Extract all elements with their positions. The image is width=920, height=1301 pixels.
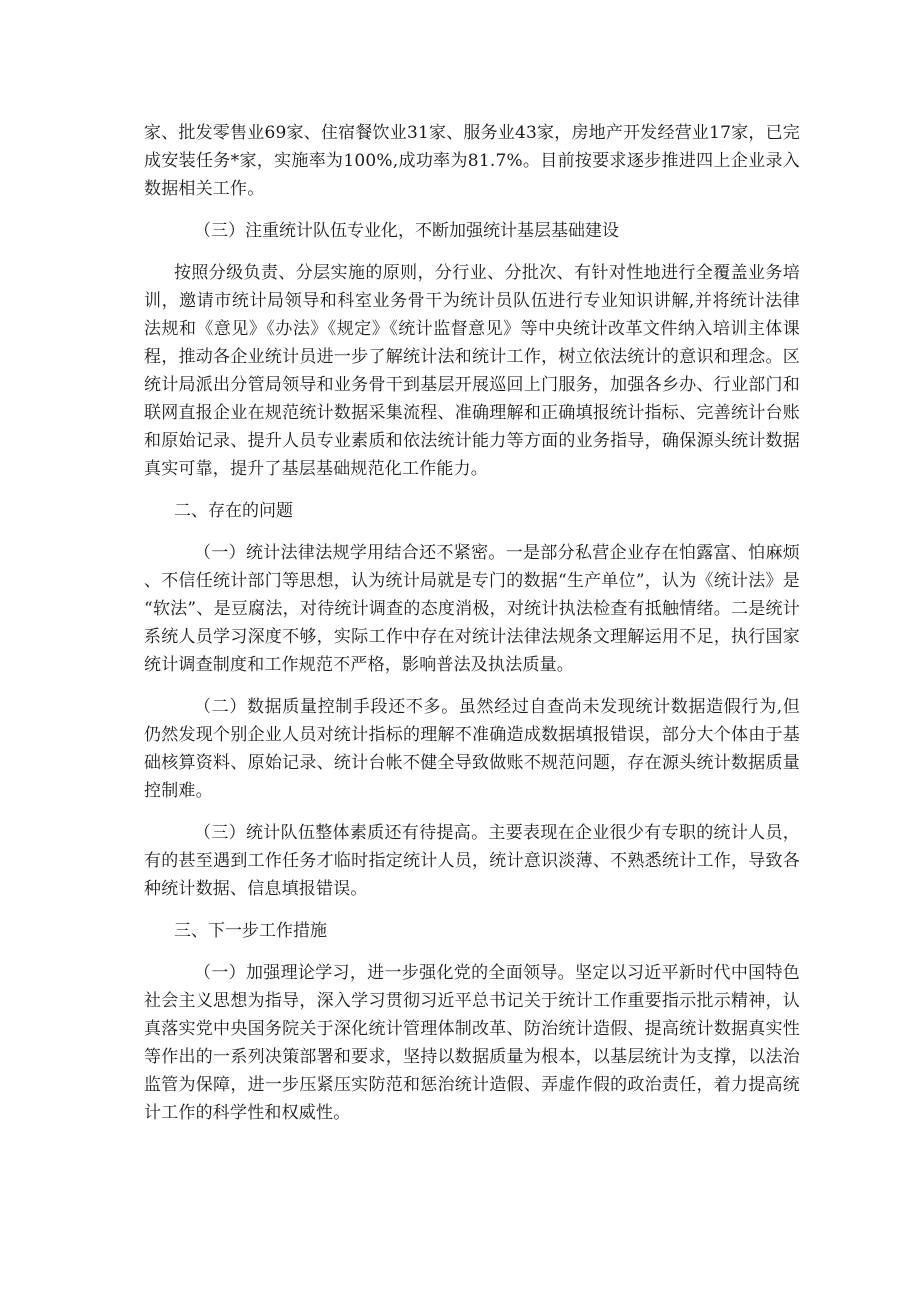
heading-next-steps: 三、下一步工作措施 (174, 921, 327, 941)
paragraph-problem-law: （一）统计法律法规学用结合还不紧密。一是部分私营企业存在怕露富、怕麻烦、不信任统计部门等思想，认为统计局就是专门的数据“生产单位”，认为《统计法》是“软法”、是豆腐法，对待统计调查的态度消极，对统计执法检查有抵触情绪。二是统计系统人员学习深度不够，实际工作中存在对统计法律法规条文理解运用不足，执行国家统计调查制度和工作规范不严格，影响普法及执法质量。 (144, 543, 800, 675)
heading-existing-problems: 二、存在的问题 (174, 501, 293, 521)
paragraph-next-step-theory: （一）加强理论学习，进一步强化党的全面领导。坚定以习近平新时代中国特色社会主义思想为指导，深入学习贯彻习近平总书记关于统计工作重要指示批示精神，认真落实党中央国务院关于深化统计管理体制改革、防治统计造假、提高统计数据真实性等作出的一系列决策部署和要求，坚持以数据质量为根本，以基层统计为支撑，以法治监管为保障，进一步压紧压实防范和惩治统计造假、弄虚作假的政治责任，着力提高统计工作的科学性和权威性。 (144, 963, 800, 1123)
paragraph-problem-team-quality: （三）统计队伍整体素质还有待提高。主要表现在企业很少有专职的统计人员，有的甚至遇到工作任务才临时指定统计人员，统计意识淡薄、不熟悉统计工作，导致各种统计数据、信息填报错误。 (144, 823, 800, 899)
paragraph-problem-data-quality: （二）数据质量控制手段还不多。虽然经过自查尚未发现统计数据造假行为,但仍然发现个别企业人员对统计指标的理解不准确造成数据填报错误，部分大个体由于基础核算资料、原始记录、统计台帐不健全导致做账不规范问题，存在源头统计数据质量控制难。 (144, 697, 800, 801)
subheading-team-building: （三）注重统计队伍专业化，不断加强统计基层基础建设 (194, 221, 619, 241)
paragraph-continuation: 家、批发零售业69家、住宿餐饮业31家、服务业43家，房地产开发经营业17家，已完成安装任务*家，实施率为100%,成功率为81.7%。目前按要求逐步推进四上企业录入数据相关工作。 (144, 123, 800, 199)
document-body (144, 119, 800, 1127)
paragraph-training: 按照分级负责、分层实施的原则，分行业、分批次、有针对性地进行全覆盖业务培训，邀请市统计局领导和科室业务骨干为统计员队伍进行专业知识讲解,并将统计法律法规和《意见》《办法》《规定》《统计监督意见》等中央统计改革文件纳入培训主体课程，推动各企业统计员进一步了解统计法和统计工作，树立依法统计的意识和理念。区统计局派出分管局领导和业务骨干到基层开展巡回上门服务，加强各乡办、行业部门和联网直报企业在规范统计数据采集流程、准确理解和正确填报统计指标、完善统计台账和原始记录、提升人员专业素质和依法统计能力等方面的业务指导，确保源头统计数据真实可靠，提升了基层基础规范化工作能力。 (144, 263, 800, 479)
